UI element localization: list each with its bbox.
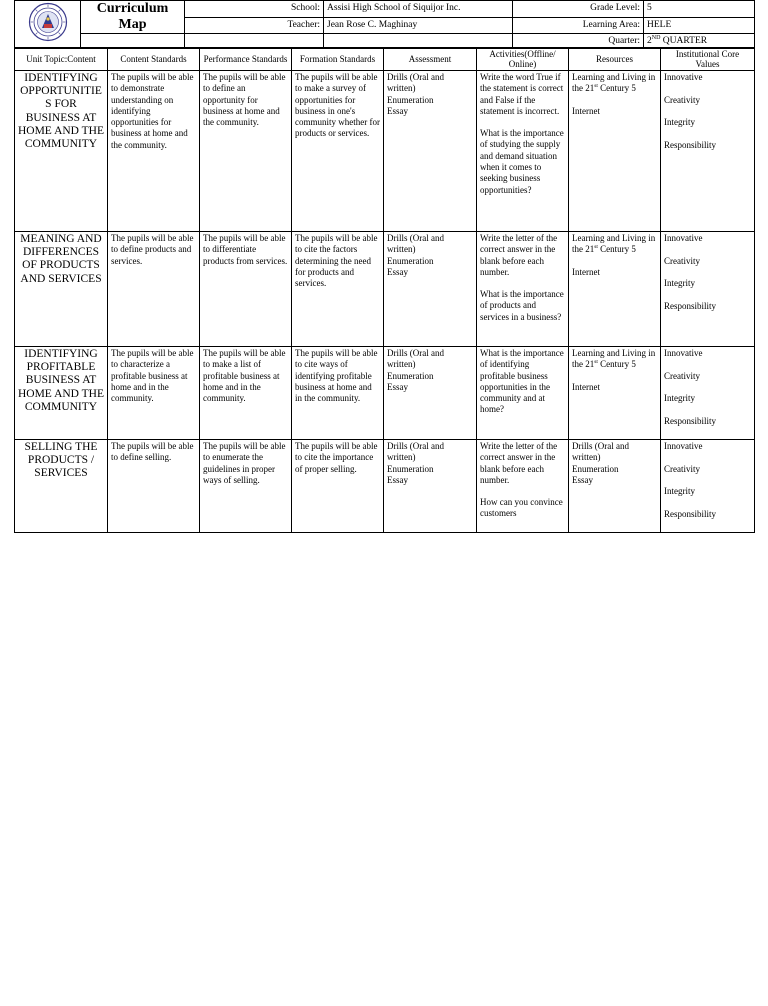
assessment-item: Enumeration bbox=[387, 370, 434, 381]
quarter-number: 2 bbox=[647, 35, 652, 46]
column-header: Performance Standards bbox=[200, 48, 292, 71]
activities-cell bbox=[477, 232, 569, 347]
core-value-item: Integrity bbox=[664, 486, 695, 496]
formation-standard-cell: The pupils will be able to cite the importance of proper selling. bbox=[292, 440, 384, 533]
column-header: Resources bbox=[569, 48, 661, 71]
core-value-item: Responsibility bbox=[664, 139, 717, 150]
resource-superscript: st bbox=[594, 83, 598, 90]
resource-item bbox=[572, 267, 657, 278]
page-title: Curriculum Map bbox=[81, 1, 185, 34]
column-header: Institutional Core Values bbox=[661, 48, 755, 71]
assessment-item: Enumeration bbox=[387, 463, 434, 474]
formation-standard-cell: The pupils will be able to make a survey of opportunities for business in one's community whether for products or services. bbox=[292, 71, 384, 232]
quarter-suffix: ND bbox=[651, 34, 661, 41]
core-value-item: Innovative bbox=[664, 233, 703, 243]
curriculum-table bbox=[14, 47, 755, 533]
formation-standard-cell: The pupils will be able to cite the factors determining the need for products and services. bbox=[292, 232, 384, 347]
activity-item: Write the letter of the correct answer in the blank before each number. bbox=[480, 233, 558, 277]
core-values-cell bbox=[661, 440, 755, 533]
core-value-item: Integrity bbox=[664, 278, 695, 288]
deped-seal-icon bbox=[15, 1, 81, 49]
resource-item bbox=[572, 464, 657, 475]
unit-topic-cell: SELLING THE PRODUCTS / SERVICES bbox=[15, 440, 108, 533]
table-row bbox=[15, 440, 755, 533]
resource-text: Enumeration bbox=[572, 463, 619, 474]
assessment-item: Essay bbox=[387, 266, 408, 277]
formation-standard-cell: The pupils will be able to cite ways of identifying profitable business at home and in the community. bbox=[292, 347, 384, 440]
resource-text-suffix: Century 5 bbox=[597, 244, 636, 255]
resource-text: Internet bbox=[572, 381, 600, 392]
table-row bbox=[15, 232, 755, 347]
activity-item: Write the letter of the correct answer in the blank before each number. bbox=[480, 441, 558, 485]
core-value-item: Integrity bbox=[664, 117, 695, 127]
core-value-item: Responsibility bbox=[664, 415, 717, 426]
resource-item bbox=[572, 233, 657, 256]
resource-item bbox=[572, 72, 657, 95]
resource-item bbox=[572, 441, 657, 464]
activity-item: What is the importance of products and services in a business? bbox=[480, 289, 564, 322]
header-table bbox=[14, 0, 755, 49]
resource-item bbox=[572, 475, 657, 486]
assessment-item: Drills (Oral and written) bbox=[387, 233, 444, 255]
assessment-cell bbox=[384, 347, 477, 440]
activity-item: How can you convince customers bbox=[480, 497, 563, 519]
resource-text: Internet bbox=[572, 105, 600, 116]
assessment-item: Essay bbox=[387, 105, 408, 116]
content-standard-cell: The pupils will be able to demonstrate understanding on identifying opportunities for business at home and the community. bbox=[108, 71, 200, 232]
activity-item: Write the word True if the statement is correct and False if the statement is incorrect. bbox=[480, 72, 564, 116]
performance-standard-cell: The pupils will be able to differentiate products from services. bbox=[200, 232, 292, 347]
grade-level-label: Grade Level: bbox=[513, 1, 644, 18]
resource-text-suffix: Century 5 bbox=[597, 83, 636, 94]
assessment-item: Essay bbox=[387, 474, 408, 485]
column-header: Assessment bbox=[384, 48, 477, 71]
assessment-cell bbox=[384, 71, 477, 232]
resource-item bbox=[572, 348, 657, 371]
resource-text: Internet bbox=[572, 266, 600, 277]
activity-item: What is the importance of identifying profitable business opportunities in the community and at home? bbox=[480, 348, 564, 415]
teacher-value: Jean Rose C. Maghinay bbox=[324, 17, 513, 34]
activities-cell bbox=[477, 71, 569, 232]
performance-standard-cell: The pupils will be able to define an opportunity for business at home and the community. bbox=[200, 71, 292, 232]
unit-topic-cell: IDENTIFYING PROFITABLE BUSINESS AT HOME AND THE COMMUNITY bbox=[15, 347, 108, 440]
core-value-item: Creativity bbox=[664, 463, 700, 474]
assessment-item: Enumeration bbox=[387, 94, 434, 105]
learning-area-value: HELE bbox=[644, 17, 755, 34]
content-standard-cell: The pupils will be able to define products and services. bbox=[108, 232, 200, 347]
column-header-row bbox=[15, 48, 755, 71]
resources-cell bbox=[569, 232, 661, 347]
resources-cell bbox=[569, 71, 661, 232]
core-values-cell bbox=[661, 71, 755, 232]
resource-text: Learning and Living in the 21 bbox=[572, 72, 656, 94]
learning-area-label: Learning Area: bbox=[513, 17, 644, 34]
content-standard-cell: The pupils will be able to define selling. bbox=[108, 440, 200, 533]
resources-cell bbox=[569, 440, 661, 533]
table-row bbox=[15, 71, 755, 232]
core-value-item: Responsibility bbox=[664, 508, 717, 519]
core-value-item: Creativity bbox=[664, 255, 700, 266]
school-value: Assisi High School of Siquijor Inc. bbox=[324, 1, 513, 18]
core-value-item: Innovative bbox=[664, 441, 703, 451]
column-header: Activities(Offline/ Online) bbox=[477, 48, 569, 71]
unit-topic-cell: IDENTIFYING OPPORTUNITIES FOR BUSINESS AT HOME AND THE COMMUNITY bbox=[15, 71, 108, 232]
performance-standard-cell: The pupils will be able to enumerate the guidelines in proper ways of selling. bbox=[200, 440, 292, 533]
resource-text: Drills (Oral and written) bbox=[572, 441, 629, 463]
performance-standard-cell: The pupils will be able to make a list of profitable business at home and in the community. bbox=[200, 347, 292, 440]
assessment-item: Drills (Oral and written) bbox=[387, 441, 444, 463]
resource-text-suffix: Century 5 bbox=[597, 359, 636, 370]
quarter-label: Quarter: bbox=[513, 34, 644, 49]
assessment-item: Enumeration bbox=[387, 255, 434, 266]
assessment-cell bbox=[384, 232, 477, 347]
activities-cell bbox=[477, 440, 569, 533]
resource-text: Learning and Living in the 21 bbox=[572, 233, 656, 255]
assessment-cell bbox=[384, 440, 477, 533]
quarter-word: QUARTER bbox=[660, 35, 708, 46]
teacher-label: Teacher: bbox=[185, 17, 324, 34]
assessment-item: Essay bbox=[387, 381, 408, 392]
grade-level-value: 5 bbox=[644, 1, 755, 18]
core-value-item: Innovative bbox=[664, 348, 703, 358]
activities-cell bbox=[477, 347, 569, 440]
column-header: Unit Topic:Content bbox=[15, 48, 108, 71]
content-standard-cell: The pupils will be able to characterize a profitable business at home and in the community. bbox=[108, 347, 200, 440]
column-header: Formation Standards bbox=[292, 48, 384, 71]
core-value-item: Creativity bbox=[664, 370, 700, 381]
core-values-cell bbox=[661, 347, 755, 440]
assessment-item: Drills (Oral and written) bbox=[387, 348, 444, 370]
core-value-item: Responsibility bbox=[664, 300, 717, 311]
core-value-item: Integrity bbox=[664, 393, 695, 403]
resource-item bbox=[572, 106, 657, 117]
core-values-cell bbox=[661, 232, 755, 347]
table-body bbox=[15, 71, 755, 533]
resources-cell bbox=[569, 347, 661, 440]
resource-superscript: st bbox=[594, 244, 598, 251]
unit-topic-cell: MEANING AND DIFFERENCES OF PRODUCTS AND SERVICES bbox=[15, 232, 108, 347]
column-header: Content Standards bbox=[108, 48, 200, 71]
core-value-item: Innovative bbox=[664, 72, 703, 82]
resource-item bbox=[572, 382, 657, 393]
table-row bbox=[15, 347, 755, 440]
assessment-item: Drills (Oral and written) bbox=[387, 72, 444, 94]
resource-text: Essay bbox=[572, 474, 593, 485]
resource-superscript: st bbox=[594, 359, 598, 366]
resource-text: Learning and Living in the 21 bbox=[572, 348, 656, 370]
school-label: School: bbox=[185, 1, 324, 18]
activity-item: What is the importance of studying the supply and demand situation when it comes to seeking business opportunities? bbox=[480, 128, 564, 195]
core-value-item: Creativity bbox=[664, 94, 700, 105]
